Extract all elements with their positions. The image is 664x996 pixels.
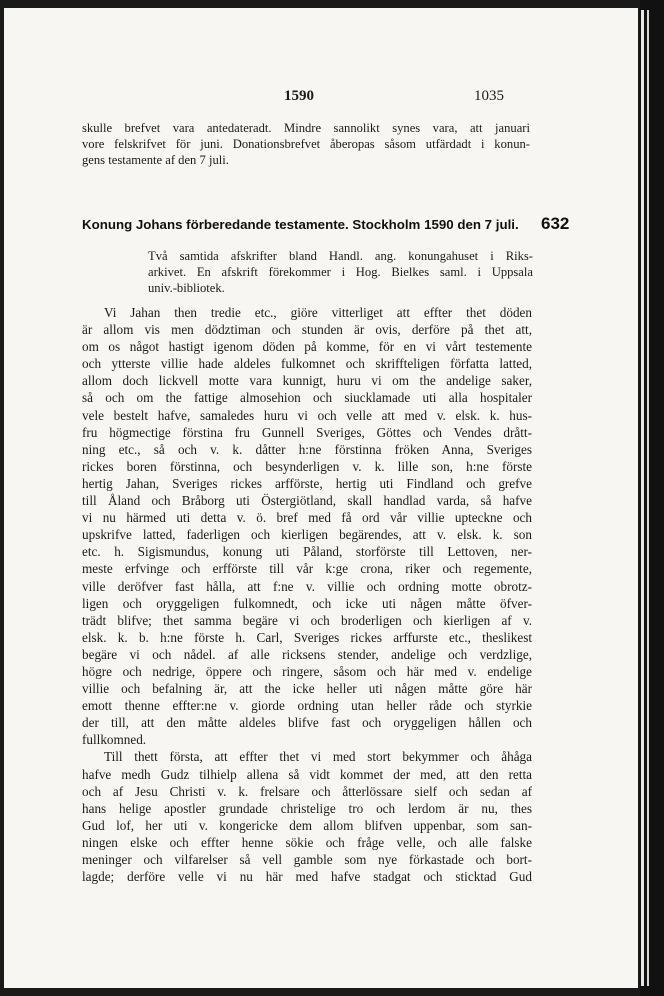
text-line: hafve medh Gudz tilhielp allena så vidt kommet der med, att den retta [82, 766, 532, 782]
text-line: så och om the fattige almosehion och siucklamade uti alla hospitaler [82, 390, 532, 406]
text-line: meste erfvinge och erfförste till vår k:ge crona, riker och regemente, [82, 561, 532, 577]
text-line: Vi Jahan then tredie etc., giöre vitterliget att effter thet döden [104, 305, 532, 320]
text-line: meninger och vilfarelser så vell gamble som nye förkastade och bort- [82, 852, 532, 867]
text-line: elsk. k. b. h:ne förste h. Carl, Sveriges rickes arffurste etc., theslikest [82, 629, 532, 645]
testament-text [82, 304, 532, 885]
running-header-year: 1590 [284, 88, 314, 104]
text-line: gens testamente af den 7 juli. [82, 153, 229, 167]
text-line: Till thett första, att effter thet vi med stort bekymmer och åhåga [104, 749, 532, 765]
text-line: begäre vi och nådel. af alle ricksens stender, andelige och verdzlige, [82, 646, 532, 662]
text-line: vele bestelt hafve, samaledes huru vi och velle att med v. elsk. k. hus- [82, 407, 532, 423]
text-line: Gud lof, her uti v. kongericke dem allom blifven uppenbar, som san- [82, 817, 532, 833]
text-line: fru högmectige förstina fru Gunnell Sveriges, Göttes och Vendes drått- [82, 424, 532, 440]
text-line: upskrifve latted, faderligen och kierligen begärendes, att v. elsk. k. son [82, 527, 532, 543]
text-line: allom doch lickvell motte vara kunnigt, huru vi om the andelige saker, [82, 373, 532, 389]
text-line: ligen och oryggeligen fulkomnedt, och icke uti någen måtte öfver- [82, 595, 532, 611]
text-line: fullkomned. [82, 732, 147, 748]
text-line: hans helige apostler grundade christelige tro och lerdom är nu, thes [82, 800, 532, 816]
text-line: lagde; derföre velle vi nu här med hafve stadgat och sticktad Gud [82, 869, 532, 885]
preceding-paragraph [82, 120, 530, 168]
text-line: Två samtida afskrifter bland Handl. ang. konungahuset i Riks- [148, 249, 533, 263]
text-line: trädt blifve; thet samma begäre vi och broderligen och kierligen af v. [82, 612, 532, 628]
text-line: till Åland och Bråborg uti Östergiötland, skall handlad varda, så hafve [82, 493, 532, 509]
book-page [4, 8, 638, 988]
text-line: och af Jesu Christi v. k. frelsare och åtterlössare sielf och sedan af [82, 783, 532, 799]
text-line: skulle brefvet vara antedateradt. Mindre sannolikt synes vara, att januari [82, 121, 530, 135]
text-line: emott thenne effter:ne v. giorde ordning utan heller råde och styrkie [82, 698, 532, 714]
text-line: etc. h. Sigismundus, konung uti Påland, storförste till Lettoven, ner- [82, 544, 532, 560]
book-edge-pages [641, 10, 655, 986]
text-line: ville deröfver fast hålla, att f:ne v. villie och ordning motte obrotz- [82, 578, 532, 594]
page-number: 1035 [474, 88, 504, 104]
text-line: och ytterste villie hade aldeles fulkomnet och skriffteligen författa latted, [82, 356, 532, 372]
text-line: villie och befalning är, att the icke heller uti någen måtte göre här [82, 681, 532, 697]
text-line: arkivet. En afskrift förekommer i Hog. Bielkes saml. i Uppsala [148, 265, 533, 279]
text-line: rickes boren förstinna, och besynderligen v. k. lille son, h:ne förste [82, 458, 532, 474]
text-line: der till, att den måtte aldeles blifve fast och oryggeligen hållen och [82, 715, 532, 731]
text-line: är allom vis men dödztiman och stunden är ovis, derföre på thet att, [82, 322, 532, 338]
text-line: vore felskrifvet för juni. Donationsbrefvet åberopas såsom utfärdadt i konun- [82, 137, 530, 151]
document-heading: Konung Johans förberedande testamente. Stockholm 1590 den 7 juli. [82, 217, 519, 232]
text-line: ning etc., så och v. k. dåtter h:ne förstinna fröken Anna, Sveriges [82, 441, 532, 457]
text-line: vi nu härmed uti detta v. ö. bref med få ord vår villie upteckne och [82, 510, 532, 526]
text-line: univ.-bibliotek. [148, 281, 225, 295]
text-line: hertig Jahan, Sveriges rickes arfförste, hertig uti Findland och grefve [82, 475, 532, 491]
text-line: högre och nedrige, öppere och ringere, såsom och här med v. endelige [82, 663, 532, 679]
document-number: 632 [541, 214, 570, 233]
source-note [148, 248, 533, 296]
text-line: om os något hastigt igenom döden på komme, för en vi vårt testemente [82, 339, 532, 355]
text-line: ningen elske och effter henne sökie och fråge velle, och alle falske [82, 834, 532, 850]
